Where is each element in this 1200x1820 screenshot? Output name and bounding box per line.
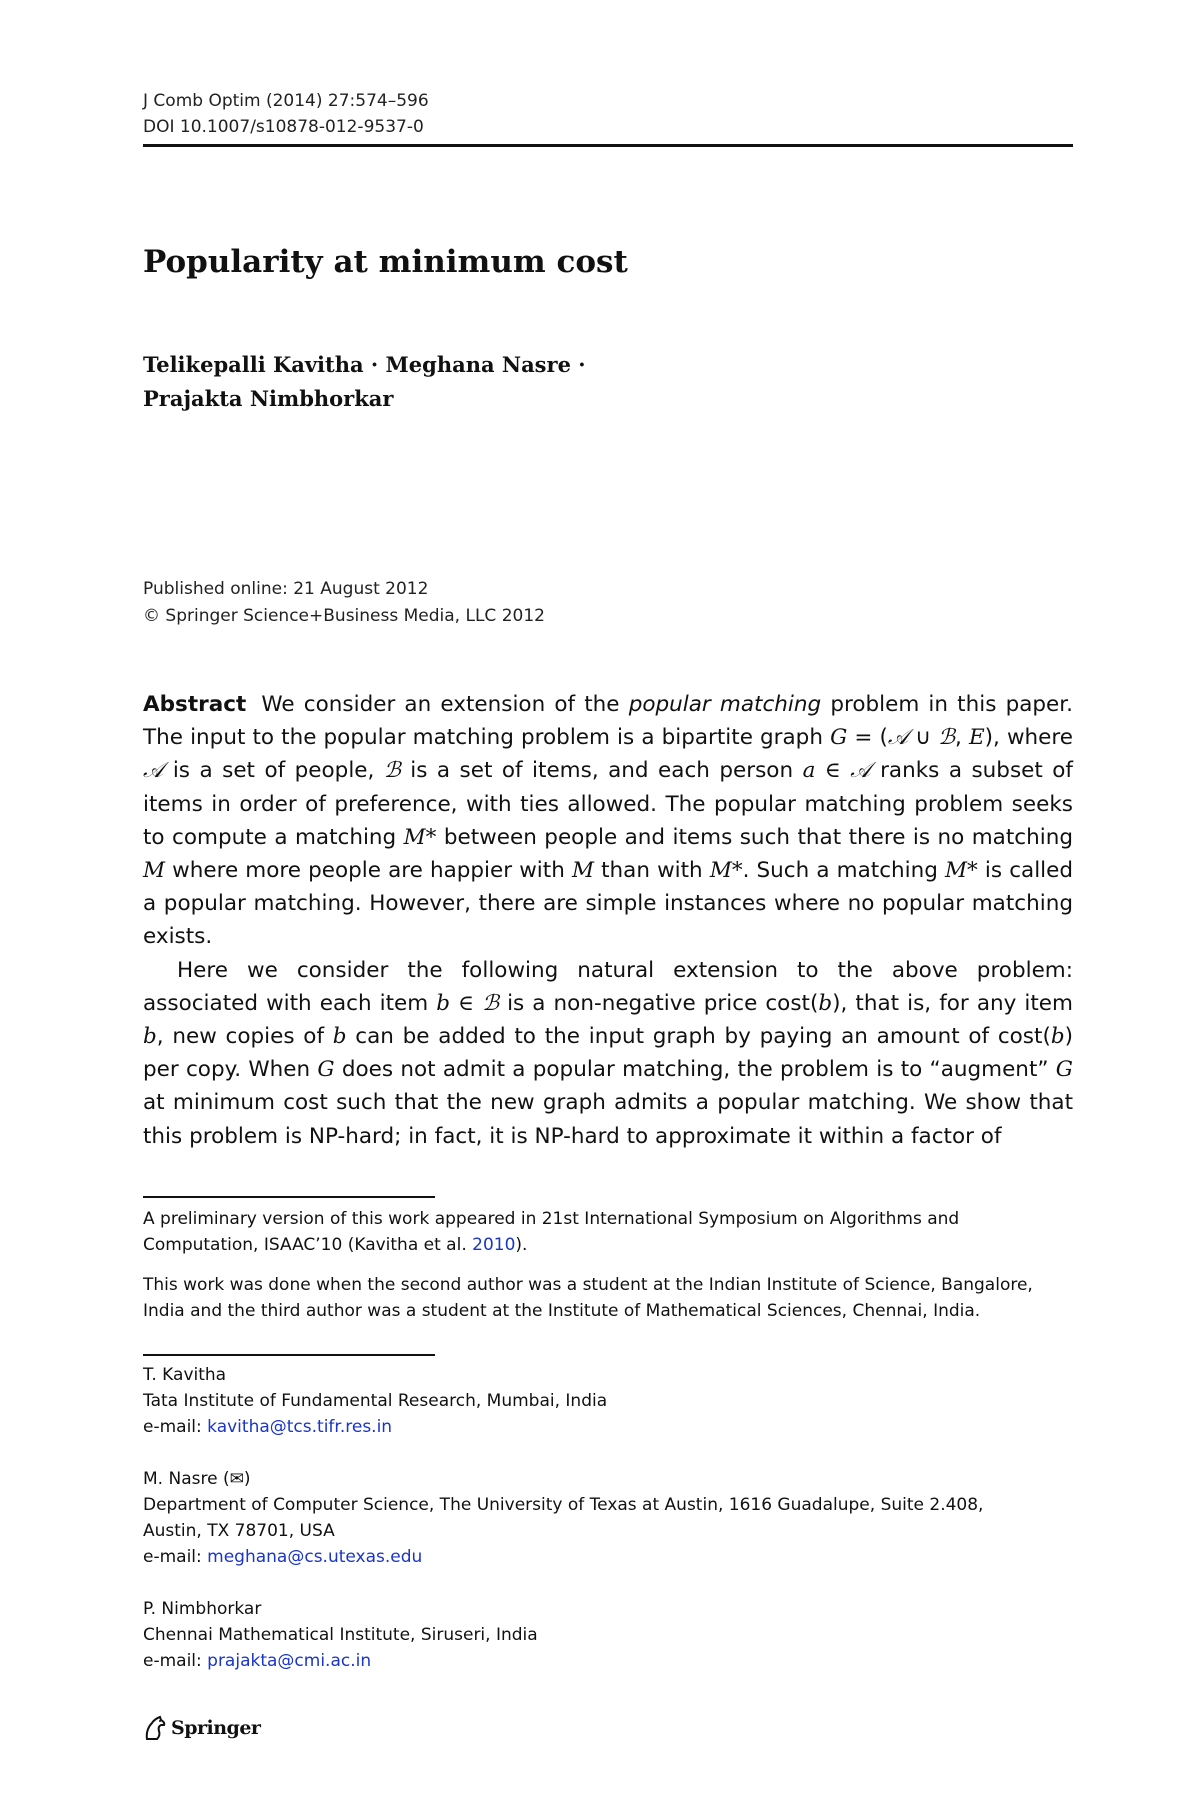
math: M* [403,824,437,850]
text-run: ), where [984,725,1074,751]
envelope-icon: ✉ [229,1469,244,1489]
math: 𝒜 [143,758,164,784]
text-run: , new copies of [156,1024,325,1050]
text-run: . Such a matching [742,858,938,884]
text-run: = ( [847,725,888,751]
affiliation-email-line [143,1544,1043,1570]
springer-horse-icon [143,1715,167,1741]
text-run: ), that is, for any item [832,990,1073,1016]
text-run: at minimum cost such that the new graph admits a popular matching. We show that this problem is NP-hard; in fact, it is NP-hard to approximate it within a factor of [143,1090,1073,1149]
affiliation-email-line [143,1414,1043,1440]
math: G [830,725,848,751]
email-label: e-mail: [143,1417,202,1437]
math: G [317,1057,335,1083]
text-run: , [955,725,969,751]
publisher-name: Springer [171,1717,261,1739]
text-run: ) per copy. When [143,1024,1073,1083]
email-label: e-mail: [143,1651,202,1671]
abstract-paragraph-2 [143,954,1073,1153]
math: b [332,1024,347,1050]
abstract-label: Abstract [143,692,247,717]
math: b [818,990,833,1016]
text-run: Here we consider the following natural extension to the above problem: associated with each item [143,957,1073,1016]
footnote-rule [143,1196,435,1198]
text-run: ). [515,1235,528,1255]
email-link[interactable]: prajakta@cmi.ac.in [207,1651,372,1671]
math: 𝒜 [887,725,909,751]
text-run: problem in this paper. The input to the popular matching problem is a bipartite graph [143,692,1073,751]
text-run: between people and items such that there is no matching [443,824,1073,850]
emphasis: popular matching [628,692,822,717]
text-run: where more people are happier with [172,858,565,884]
math: M [143,858,166,884]
math: M* [709,858,743,884]
math: ℬ [938,725,956,751]
affiliation-institution: Department of Computer Science, The University of Texas at Austin, 1616 Guadalupe, Suite 2.408, Austin, TX 78701, USA [143,1495,984,1541]
text-run: is a non-negative price cost( [507,990,819,1016]
journal-reference [143,88,429,140]
publisher-logo [143,1715,260,1741]
text-run: does not admit a popular matching, the problem is to “augment” [341,1057,1049,1083]
text-run: can be added to the input graph by paying an amount of cost( [355,1024,1051,1050]
email-label: e-mail: [143,1547,202,1567]
authors-line-1: Telikepalli Kavitha · Meghana Nasre · [143,352,586,377]
affiliation-name [143,1466,1043,1492]
text-run: ranks a subset of items in order of preference, with ties allowed. The popular matching problem seeks to compute a matching [143,758,1074,850]
affiliation-institution: Chennai Mathematical Institute, Siruseri, India [143,1625,538,1645]
affiliation-nasre [143,1466,1043,1570]
math: M [571,858,594,884]
math: ℬ [383,758,401,784]
affiliation-institution: Tata Institute of Fundamental Research, Mumbai, India [143,1391,608,1411]
math: M* [945,858,978,884]
email-link[interactable]: kavitha@tcs.tifr.res.in [207,1417,393,1437]
text-run: ) [243,1469,251,1489]
text-run: M. Nasre ( [143,1469,230,1489]
email-link[interactable]: meghana@cs.utexas.edu [207,1547,423,1567]
text-run: is a set of items, and each person [410,758,794,784]
publication-info [143,576,545,630]
text-run: is called a popular matching. However, there are simple instances where no popular matching exists. [143,858,1074,950]
math: a ∈ 𝒜 [802,758,871,784]
math: b ∈ ℬ [436,990,499,1016]
text-run: is a set of people, [172,758,375,784]
text-run: than with [601,858,703,884]
footnote-preliminary-version [143,1206,1043,1258]
authors-line-2: Prajakta Nimbhorkar [143,386,394,411]
text-run: We consider an extension of the [261,692,620,717]
abstract-section [143,688,1073,1153]
abstract-paragraph-1 [143,688,1073,954]
text-run: A preliminary version of this work appeared in 21st International Symposium on Algorithms and Computation, ISAAC’10 (Kavitha et al. [143,1209,960,1255]
doi: DOI 10.1007/s10878-012-9537-0 [143,117,424,137]
math: b [1050,1024,1065,1050]
affiliation-nimbhorkar [143,1596,1043,1674]
paper-title: Popularity at minimum cost [143,244,628,280]
math: b [143,1024,157,1050]
published-date: Published online: 21 August 2012 [143,579,429,599]
math: E [968,725,985,751]
author-list [143,348,586,416]
affiliation-email-line [143,1648,1043,1674]
text-run: ∪ [908,725,939,751]
affiliation-name: T. Kavitha [143,1365,227,1385]
journal-citation: J Comb Optim (2014) 27:574–596 [143,91,429,111]
paper-page [143,0,1073,1820]
citation-link[interactable]: 2010 [472,1235,516,1255]
affiliation-rule [143,1354,435,1356]
affiliation-kavitha [143,1362,1043,1440]
math: G [1055,1057,1073,1083]
copyright: © Springer Science+Business Media, LLC 2012 [143,606,545,626]
footnote-affiliation-note: This work was done when the second author was a student at the Indian Institute of Science, Bangalore, India and the third author was a student at the Institute of Mathematical Sciences, Chennai, India. [143,1275,1033,1321]
affiliation-name: P. Nimbhorkar [143,1599,262,1619]
header-rule [143,144,1073,147]
